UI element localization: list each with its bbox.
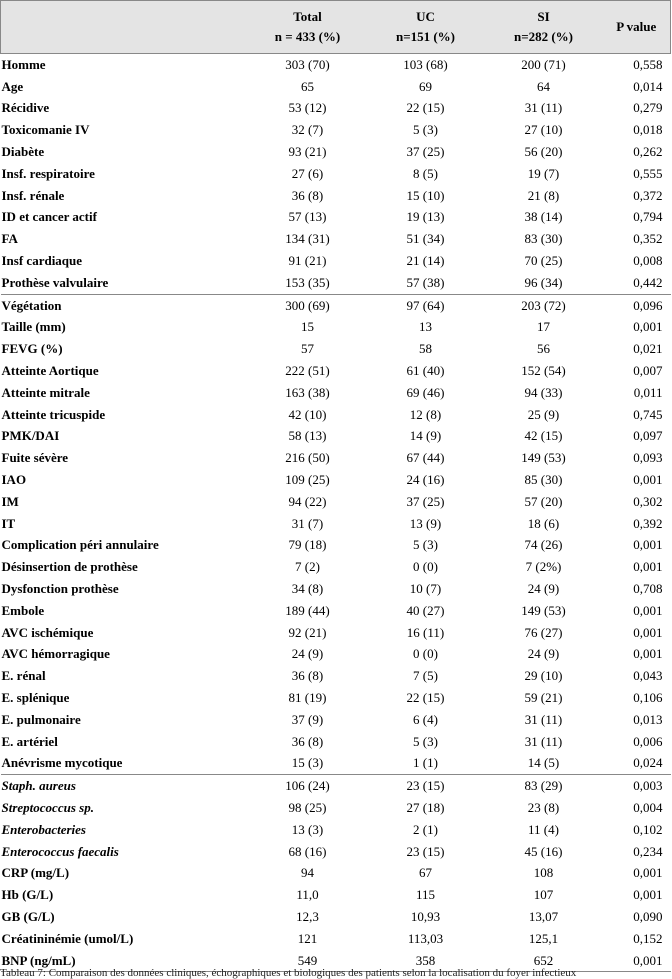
table-row <box>1 119 671 141</box>
cell-p-value: 0,794 <box>633 209 663 225</box>
cell-si: 45 (16) <box>524 843 563 859</box>
cell-si: 76 (27) <box>524 624 563 640</box>
cell-si: 18 (6) <box>527 515 560 531</box>
cell-p-value: 0,011 <box>633 384 663 400</box>
cell-p-value: 0,102 <box>633 821 663 837</box>
table-row <box>1 250 671 272</box>
cell-total: 37 (9) <box>291 711 324 727</box>
cell-total: 92 (21) <box>288 624 327 640</box>
row-label: E. rénal <box>1 668 46 684</box>
table-row <box>1 644 671 666</box>
cell-total: 81 (19) <box>288 690 327 705</box>
cell-uc: 24 (16) <box>406 472 445 488</box>
cell-p-value: 0,001 <box>633 887 663 903</box>
cell-p-value: 0,152 <box>633 930 663 946</box>
cell-total: 58 (13) <box>288 428 327 444</box>
row-label: Dysfonction prothèse <box>1 581 119 597</box>
cell-uc: 69 <box>419 78 432 94</box>
cell-p-value: 0,001 <box>633 865 663 881</box>
cell-total: 134 (31) <box>285 231 330 247</box>
cell-uc: 14 (9) <box>409 428 442 444</box>
cell-uc: 23 (15) <box>406 843 445 859</box>
table-row <box>1 556 671 578</box>
table-row <box>1 469 671 491</box>
cell-p-value: 0,392 <box>633 515 663 531</box>
cell-si: 11 (4) <box>528 821 559 837</box>
row-label: Homme <box>1 56 46 72</box>
table-row <box>1 54 671 76</box>
cell-uc: 2 (1) <box>413 821 438 837</box>
header-total-label: Total <box>293 9 322 24</box>
cell-total: 216 (50) <box>285 450 330 466</box>
cell-total: 189 (44) <box>285 602 330 618</box>
cell-total: 300 (69) <box>249 294 367 316</box>
table-row <box>1 317 671 339</box>
cell-total: 153 (35) <box>285 274 330 290</box>
table-row <box>1 906 671 928</box>
cell-si: 24 (9) <box>527 646 560 662</box>
header-si-label: SI <box>537 9 550 24</box>
cell-uc: 15 (10) <box>406 187 445 203</box>
header-si <box>485 1 603 54</box>
cell-uc: 0 (0) <box>413 646 438 662</box>
cell-uc: 12 (8) <box>409 406 442 422</box>
row-label: E. splénique <box>1 690 70 705</box>
table-row <box>1 228 671 250</box>
cell-p-value: 0,106 <box>633 690 663 705</box>
table-row <box>1 163 671 185</box>
cell-si: 83 (29) <box>485 775 603 797</box>
cell-si: 149 (53) <box>521 450 566 466</box>
header-row <box>1 1 671 54</box>
cell-total: 68 (16) <box>288 843 327 859</box>
cell-uc: 97 (64) <box>367 294 485 316</box>
cell-uc: 67 <box>419 865 432 881</box>
cell-si: 56 <box>537 341 550 357</box>
cell-p-value: 0,013 <box>633 711 663 727</box>
cell-si: 203 (72) <box>485 294 603 316</box>
cell-p-value: 0,090 <box>633 908 663 924</box>
row-label: PMK/DAI <box>1 428 60 444</box>
row-label: IT <box>1 515 16 531</box>
cell-uc: 6 (4) <box>413 711 438 727</box>
cell-si: 38 (14) <box>524 209 563 225</box>
cell-p-value: 0,006 <box>633 733 663 749</box>
cell-total: 15 <box>301 319 314 335</box>
row-label: Enterococcus faecalis <box>1 843 119 859</box>
cell-uc: 13 <box>419 319 432 335</box>
cell-si: 17 <box>537 319 550 335</box>
table-row <box>1 360 671 382</box>
cell-uc: 23 (15) <box>367 775 485 797</box>
row-label: ID et cancer actif <box>1 209 97 225</box>
row-label: Embole <box>1 602 45 618</box>
cell-uc: 113,03 <box>407 930 444 946</box>
cell-si: 19 (7) <box>527 165 560 181</box>
table-row <box>1 447 671 469</box>
table-row <box>1 862 671 884</box>
cell-uc: 115 <box>415 887 436 903</box>
header-total <box>249 1 367 54</box>
cell-uc: 5 (3) <box>413 733 438 749</box>
table-row <box>1 775 671 797</box>
cell-total: 7 (2) <box>295 559 320 575</box>
table-row <box>1 731 671 753</box>
cell-total: 36 (8) <box>291 733 324 749</box>
row-label: Atteinte tricuspide <box>1 406 106 422</box>
table-row <box>1 709 671 731</box>
cell-si: 14 (5) <box>527 755 560 771</box>
row-label: AVC hémorragique <box>1 646 110 662</box>
table-row <box>1 338 671 360</box>
cell-p-value: 0,555 <box>633 165 663 181</box>
cell-total: 109 (25) <box>285 472 330 488</box>
cell-total: 11,0 <box>296 887 319 903</box>
row-label: Anévrisme mycotique <box>1 755 123 771</box>
row-label: CRP (mg/L) <box>1 865 70 881</box>
cell-total: 303 (70) <box>285 56 330 72</box>
cell-uc: 19 (13) <box>406 209 445 225</box>
cell-p-value: 0,001 <box>633 602 663 618</box>
row-label: FEVG (%) <box>1 341 63 357</box>
cell-uc: 16 (11) <box>406 624 445 640</box>
cell-p-value: 0,008 <box>633 253 663 269</box>
table-row <box>1 928 671 950</box>
cell-si: 27 (10) <box>524 122 563 138</box>
cell-si: 59 (21) <box>524 690 563 705</box>
cell-total: 13 (3) <box>291 821 324 837</box>
table-row <box>1 841 671 863</box>
table-row <box>1 141 671 163</box>
cell-total: 57 <box>301 341 314 357</box>
cell-si: 64 <box>537 78 550 94</box>
cell-total: 163 (38) <box>285 384 330 400</box>
row-label: AVC ischémique <box>1 624 94 640</box>
row-label: Insf. respiratoire <box>1 165 95 181</box>
cell-total: 27 (6) <box>291 165 324 181</box>
table-row <box>1 578 671 600</box>
cell-p-value: 0,007 <box>633 363 663 379</box>
cell-total: 94 (22) <box>288 493 327 509</box>
cell-uc: 69 (46) <box>406 384 445 400</box>
cell-uc: 37 (25) <box>406 493 445 509</box>
cell-total: 94 <box>301 865 314 881</box>
table-row <box>1 600 671 622</box>
row-label: Atteinte mitrale <box>1 384 90 400</box>
cell-uc: 0 (0) <box>413 559 438 575</box>
cell-p-value: 0,043 <box>633 668 663 684</box>
table-row <box>1 185 671 207</box>
row-label: IM <box>1 493 19 509</box>
row-label: Complication péri annulaire <box>1 537 159 553</box>
table-row <box>1 426 671 448</box>
cell-total: 32 (7) <box>291 122 324 138</box>
cell-p-value: 0,708 <box>633 581 663 597</box>
cell-p-value: 0,014 <box>633 78 663 94</box>
cell-p-value: 0,096 <box>603 294 671 316</box>
cell-si: 107 <box>533 887 554 903</box>
header-p-value <box>603 1 671 54</box>
header-p-value-label: P value <box>616 19 657 34</box>
cell-uc: 7 (5) <box>413 668 438 684</box>
row-label: BNP (ng/mL) <box>1 950 249 972</box>
header-uc-sub: n=151 (%) <box>395 29 456 44</box>
row-label: E. pulmonaire <box>1 711 81 727</box>
row-label: Streptococcus sp. <box>1 799 94 815</box>
cell-si: 23 (8) <box>527 799 560 815</box>
cell-si: 29 (10) <box>524 668 563 684</box>
cell-uc: 37 (25) <box>406 144 445 160</box>
row-label: E. artériel <box>1 733 58 749</box>
row-label: Insf cardiaque <box>1 253 83 269</box>
cell-p-value: 0,003 <box>603 775 671 797</box>
cell-si: 83 (30) <box>524 231 563 247</box>
cell-p-value: 0,001 <box>633 646 663 662</box>
row-label: Insf. rénale <box>1 187 65 203</box>
cell-uc: 57 (38) <box>406 274 445 290</box>
row-label: Prothèse valvulaire <box>1 274 109 290</box>
cell-si: 13,07 <box>528 908 559 924</box>
cell-uc: 21 (14) <box>406 253 445 269</box>
row-label: Taille (mm) <box>1 319 66 335</box>
cell-total: 15 (3) <box>291 755 324 771</box>
row-label: IAO <box>1 472 27 488</box>
cell-p-value: 0,093 <box>633 450 663 466</box>
table-caption: Tableau 7: Comparaison des données cliniques, échographiques et biologiques des patients selon la localisation du foyer infectieux <box>0 967 577 979</box>
cell-p-value: 0,558 <box>633 56 663 72</box>
table-row <box>1 687 671 709</box>
cell-uc: 13 (9) <box>409 515 442 531</box>
table-row <box>1 535 671 557</box>
cell-p-value: 0,001 <box>633 537 663 553</box>
cell-uc: 10 (7) <box>409 581 442 597</box>
cell-si: 57 (20) <box>524 493 563 509</box>
cell-si: 94 (33) <box>524 384 563 400</box>
table-row <box>1 513 671 535</box>
cell-si: 56 (20) <box>524 144 563 160</box>
cell-total: 36 (8) <box>291 668 324 684</box>
cell-p-value: 0,001 <box>633 319 663 335</box>
table-body <box>1 54 671 972</box>
cell-total: 79 (18) <box>288 537 327 553</box>
cell-si: 25 (9) <box>527 406 560 422</box>
cell-total: 98 (25) <box>288 799 327 815</box>
cell-p-value: 0,372 <box>633 187 663 203</box>
table-row <box>1 98 671 120</box>
cell-p-value: 0,001 <box>633 472 663 488</box>
cell-p-value: 0,001 <box>633 624 663 640</box>
cell-si: 108 <box>533 865 554 881</box>
cell-uc: 5 (3) <box>413 122 438 138</box>
cell-p-value: 0,018 <box>633 122 663 138</box>
cell-si: 125,1 <box>528 930 559 946</box>
cell-total: 24 (9) <box>291 646 324 662</box>
cell-uc: 103 (68) <box>403 56 448 72</box>
cell-p-value: 0,001 <box>603 950 671 972</box>
cell-uc: 22 (15) <box>406 100 445 116</box>
cell-si: 42 (15) <box>524 428 563 444</box>
header-variable <box>1 1 249 54</box>
cell-uc: 61 (40) <box>406 363 445 379</box>
cell-total: 57 (13) <box>288 209 327 225</box>
cell-p-value: 0,442 <box>633 274 663 290</box>
cell-si: 31 (11) <box>524 100 563 116</box>
table-row <box>1 294 671 316</box>
cell-uc: 27 (18) <box>406 799 445 815</box>
cell-uc: 67 (44) <box>406 450 445 466</box>
row-label: Récidive <box>1 100 50 116</box>
row-label: Toxicomanie IV <box>1 122 90 138</box>
cell-si: 200 (71) <box>521 56 566 72</box>
header-uc-label: UC <box>416 9 435 24</box>
cell-si: 7 (2%) <box>525 559 562 575</box>
cell-total: 12,3 <box>296 908 319 924</box>
cell-p-value: 0,279 <box>633 100 663 116</box>
header-uc <box>367 1 485 54</box>
table-row <box>1 819 671 841</box>
cell-total: 34 (8) <box>291 581 324 597</box>
cell-total: 36 (8) <box>291 187 324 203</box>
row-label: Créatininémie (umol/L) <box>1 930 134 946</box>
row-label: FA <box>1 231 18 247</box>
table-row <box>1 404 671 426</box>
table-row <box>1 207 671 229</box>
table-row <box>1 665 671 687</box>
cell-p-value: 0,352 <box>633 231 663 247</box>
cell-uc: 22 (15) <box>406 690 445 705</box>
cell-si: 24 (9) <box>527 581 560 597</box>
cell-total: 93 (21) <box>288 144 327 160</box>
cell-p-value: 0,097 <box>633 428 663 444</box>
cell-si: 85 (30) <box>524 472 563 488</box>
cell-p-value: 0,262 <box>633 144 663 160</box>
cell-total: 222 (51) <box>285 363 330 379</box>
cell-uc: 8 (5) <box>413 165 438 181</box>
cell-total: 65 <box>301 78 314 94</box>
table-row <box>1 797 671 819</box>
cell-total: 53 (12) <box>288 100 327 116</box>
header-total-sub: n = 433 (%) <box>274 29 341 44</box>
row-label: Diabète <box>1 144 45 160</box>
row-label: GB (G/L) <box>1 908 55 924</box>
table-row <box>1 753 671 775</box>
cell-si: 74 (26) <box>524 537 563 553</box>
cell-si: 31 (11) <box>524 711 563 727</box>
cell-uc: 51 (34) <box>406 231 445 247</box>
table-row <box>1 884 671 906</box>
cell-total: 549 <box>249 950 367 972</box>
row-label: Végétation <box>1 294 249 316</box>
cell-si: 21 (8) <box>527 187 560 203</box>
table-row <box>1 622 671 644</box>
header-si-sub: n=282 (%) <box>513 29 574 44</box>
table-row <box>1 382 671 404</box>
cell-uc: 10,93 <box>410 908 441 924</box>
row-label: Désinsertion de prothèse <box>1 559 138 575</box>
cell-uc: 58 <box>419 341 432 357</box>
cell-si: 652 <box>485 950 603 972</box>
cell-p-value: 0,004 <box>633 799 663 815</box>
table-header <box>1 1 671 54</box>
cell-uc: 358 <box>367 950 485 972</box>
cell-p-value: 0,001 <box>633 559 663 575</box>
row-label: Atteinte Aortique <box>1 363 99 379</box>
cell-si: 96 (34) <box>524 274 563 290</box>
cell-total: 121 <box>297 930 318 946</box>
row-label: Hb (G/L) <box>1 887 54 903</box>
row-label: Age <box>1 78 24 94</box>
table-row <box>1 272 671 294</box>
cell-p-value: 0,234 <box>633 843 663 859</box>
cell-p-value: 0,302 <box>633 493 663 509</box>
cell-total: 42 (10) <box>288 406 327 422</box>
cell-si: 152 (54) <box>521 363 566 379</box>
table-row <box>1 76 671 98</box>
cell-p-value: 0,745 <box>633 406 663 422</box>
row-label: Enterobacteries <box>1 821 86 837</box>
cell-total: 91 (21) <box>288 253 327 269</box>
cell-si: 149 (53) <box>521 602 566 618</box>
cell-p-value: 0,021 <box>633 341 663 357</box>
cell-total: 106 (24) <box>249 775 367 797</box>
cell-si: 70 (25) <box>524 253 563 269</box>
cell-uc: 1 (1) <box>413 755 438 771</box>
cell-p-value: 0,024 <box>633 755 663 771</box>
cell-uc: 40 (27) <box>406 602 445 618</box>
cell-si: 31 (11) <box>524 733 563 749</box>
row-label: Fuite sévère <box>1 450 69 466</box>
table-row <box>1 491 671 513</box>
cell-total: 31 (7) <box>291 515 324 531</box>
row-label: Staph. aureus <box>1 775 249 797</box>
cell-uc: 5 (3) <box>413 537 438 553</box>
